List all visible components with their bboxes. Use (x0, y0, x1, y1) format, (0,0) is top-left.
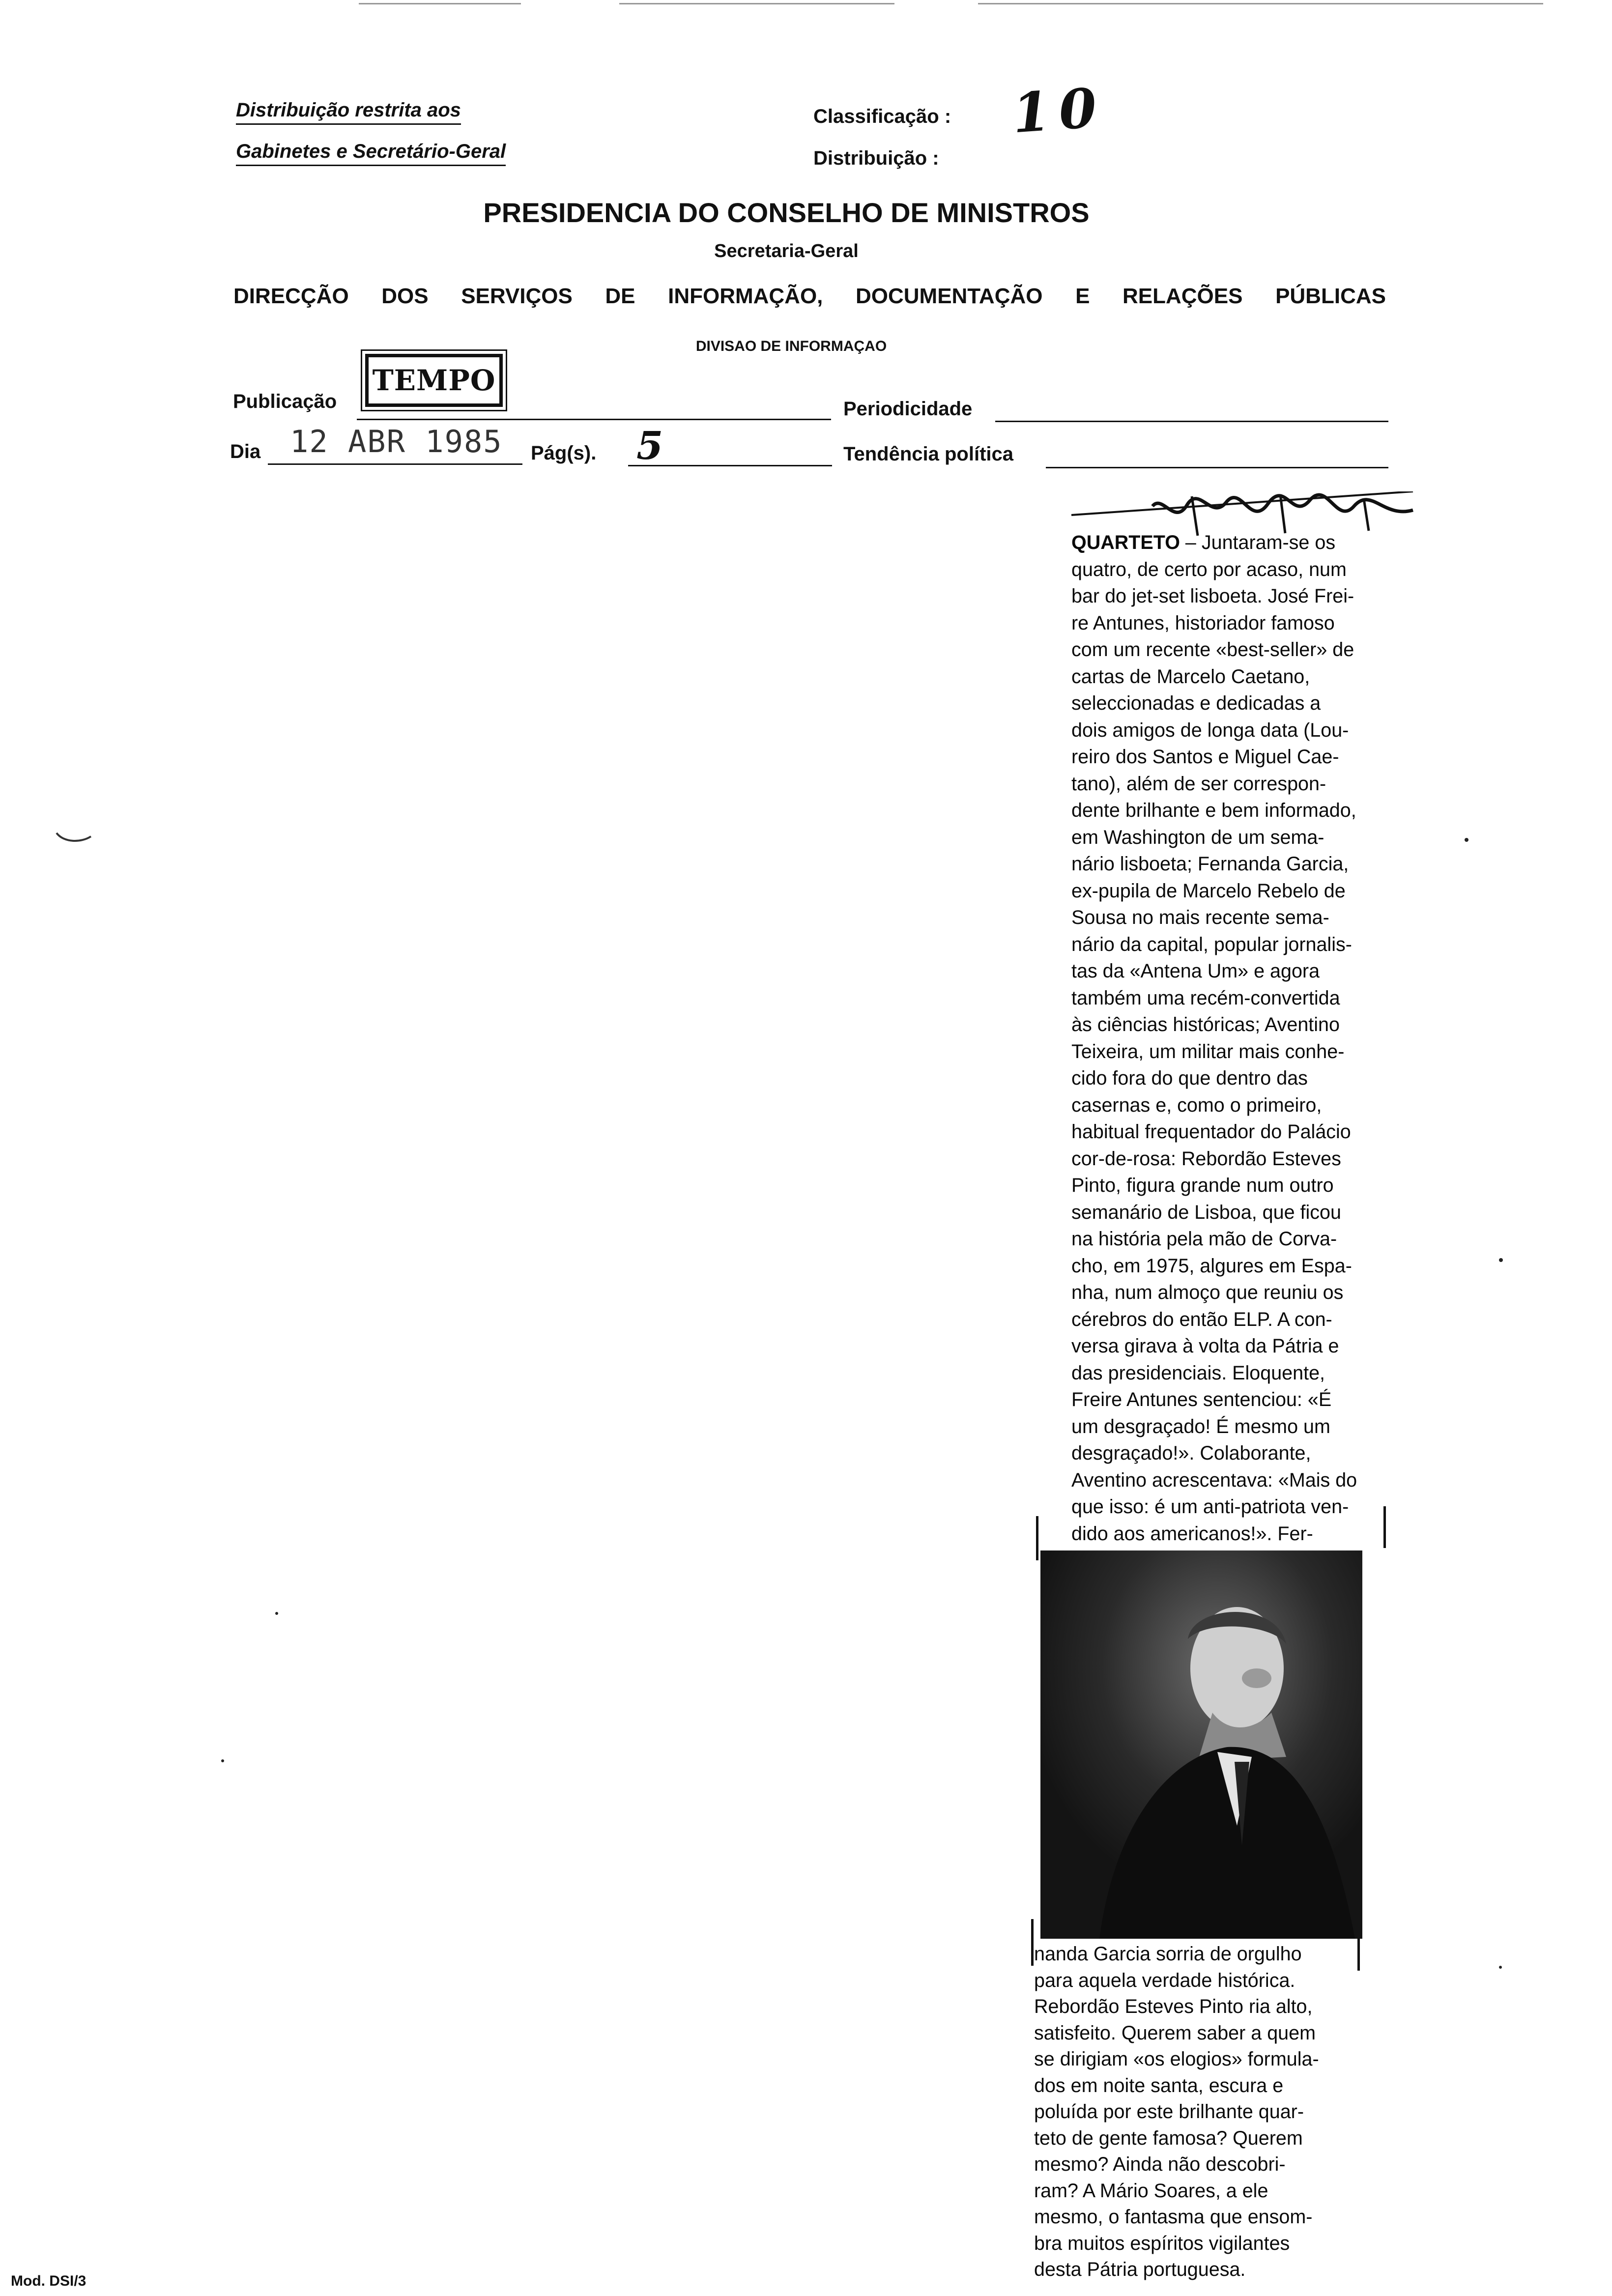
distribution-note-line1: Distribuição restrita aos (236, 99, 461, 125)
classification-label: Classificação : (813, 106, 951, 127)
scan-speck (1465, 838, 1468, 842)
clipping-line: nário lisboeta; Fernanda Garcia, (1071, 853, 1349, 875)
clipping-line: semanário de Lisboa, que ficou (1071, 1201, 1341, 1223)
clipping-line: Sousa no mais recente sema- (1071, 907, 1329, 928)
secretariat-subtitle: Secretaria-Geral (714, 241, 859, 261)
clipping-line: cartas de Marcelo Caetano, (1071, 665, 1310, 688)
clipping-line: bar do jet-set lisboeta. José Frei- (1071, 585, 1354, 607)
scan-speck (1499, 1966, 1502, 1969)
clipping-line: bra muitos espíritos vigilantes (1034, 2232, 1290, 2254)
clipping-line: desta Pátria portuguesa. (1034, 2259, 1246, 2280)
clipping-line: quatro, de certo por acaso, num (1071, 558, 1347, 580)
clipping-line: nário da capital, popular jornalis- (1071, 933, 1352, 955)
periodicity-line (995, 421, 1388, 422)
scan-speck (221, 1759, 224, 1762)
scan-speck (1499, 1258, 1503, 1262)
clipping-line: na história pela mão de Corva- (1071, 1228, 1337, 1250)
clipping-line: poluída por este brilhante quar- (1034, 2101, 1304, 2123)
pages-value: 5 (636, 424, 663, 468)
clipping-line: cido fora do que dentro das (1071, 1067, 1308, 1089)
clipping-line: tano), além de ser correspon- (1071, 773, 1326, 795)
clipping-line: Pinto, figura grande num outro (1071, 1175, 1334, 1196)
clipping-line: também uma recém-convertida (1071, 987, 1340, 1009)
cut-mark (1031, 1919, 1034, 1966)
political-tendency-line (1046, 467, 1388, 468)
clipping-line: Teixeira, um militar mais conhe- (1071, 1040, 1345, 1062)
clipping-line: Rebordão Esteves Pinto ria alto, (1034, 1996, 1313, 2017)
clipping-line: Aventino acrescentava: «Mais do (1071, 1469, 1357, 1491)
clipping-line: cérebros do então ELP. A con- (1071, 1308, 1332, 1330)
clipping-line: casernas e, como o primeiro, (1071, 1094, 1322, 1116)
division-title: DIVISAO DE INFORMAÇAO (695, 338, 887, 354)
publication-label: Publicação (233, 391, 337, 412)
clipping-line: dos em noite santa, escura e (1034, 2074, 1284, 2096)
clipping-line: habitual frequentador do Palácio (1071, 1121, 1351, 1143)
distribution-label: Distribuição : (813, 147, 939, 169)
clipping-line: ram? A Mário Soares, a ele (1034, 2180, 1268, 2202)
scan-smudge-icon (54, 831, 93, 845)
portrait-photo (1040, 1550, 1362, 1939)
institution-title: PRESIDENCIA DO CONSELHO DE MINISTROS (483, 197, 1090, 228)
department-word: DOS (381, 284, 429, 308)
department-word: SERVIÇOS (461, 284, 573, 308)
clipping-line: para aquela verdade histórica. (1034, 1969, 1295, 1991)
publication-line (357, 419, 831, 420)
clipping-line: seleccionadas e dedicadas a (1071, 692, 1321, 714)
clipping-line: tas da «Antena Um» e agora (1071, 960, 1320, 982)
clipping-line: às ciências históricas; Aventino (1071, 1014, 1340, 1035)
clipping-line: reiro dos Santos e Miguel Cae- (1071, 746, 1339, 768)
clipping-line: versa girava à volta da Pátria e (1071, 1335, 1339, 1357)
department-word: DIRECÇÃO (233, 284, 349, 308)
form-code: Mod. DSI/3 (11, 2273, 86, 2289)
periodicity-label: Periodicidade (843, 398, 973, 420)
clipping-line: – Juntaram-se os (1185, 532, 1336, 553)
cut-mark (1383, 1506, 1386, 1548)
cut-mark (1036, 1516, 1038, 1560)
clipping-line: em Washington de um sema- (1071, 826, 1324, 848)
clipping-line: teto de gente famosa? Querem (1034, 2127, 1303, 2149)
clipping-line: que isso: é um anti-patriota ven- (1071, 1496, 1349, 1518)
clipping-line: nha, num almoço que reuniu os (1071, 1282, 1344, 1303)
publication-stamp: TEMPO (365, 354, 503, 407)
day-value: 12 ABR 1985 (290, 424, 503, 459)
clipping-line: dois amigos de longa data (Lou- (1071, 719, 1349, 741)
clipping-line: cho, em 1975, algures em Espa- (1071, 1255, 1352, 1277)
clipping-text-top (1071, 529, 1386, 1547)
clipping-text-bottom (1034, 1941, 1349, 2283)
classification-value: 10 (1010, 75, 1108, 145)
department-word: INFORMAÇÃO, (668, 284, 823, 308)
department-word: E (1075, 284, 1090, 308)
department-title (233, 284, 1386, 309)
clipping-line: dido aos americanos!». Fer- (1071, 1522, 1313, 1545)
day-line (268, 463, 522, 465)
department-word: RELAÇÕES (1123, 284, 1243, 308)
clipping-line: das presidenciais. Eloquente, (1071, 1362, 1325, 1384)
scan-speck (275, 1612, 278, 1615)
pages-label: Pág(s). (531, 442, 597, 464)
clipping-line: ex-pupila de Marcelo Rebelo de (1071, 880, 1346, 902)
day-label: Dia (230, 441, 261, 462)
department-word: DOCUMENTAÇÃO (855, 284, 1043, 308)
clipping-line: um desgraçado! É mesmo um (1071, 1415, 1330, 1437)
department-word: PÚBLICAS (1275, 284, 1386, 308)
clipping-line: com um recente «best-seller» de (1071, 639, 1354, 660)
clipping-line: cor-de-rosa: Rebordão Esteves (1071, 1148, 1341, 1170)
clipping-line: dente brilhante e bem informado, (1071, 800, 1356, 821)
clipping-line: nanda Garcia sorria de orgulho (1034, 1943, 1302, 1965)
clipping-line: satisfeito. Querem saber a quem (1034, 2022, 1316, 2044)
clipping-line: desgraçado!». Colaborante, (1071, 1442, 1311, 1464)
clipping-line: se dirigiam «os elogios» formula- (1034, 2048, 1319, 2070)
clipping-line: mesmo, o fantasma que ensom- (1034, 2206, 1313, 2228)
clipping-line: re Antunes, historiador famoso (1071, 612, 1335, 634)
clipping-lead-word: QUARTETO (1071, 532, 1180, 553)
distribution-note-line2: Gabinetes e Secretário-Geral (236, 141, 506, 166)
department-word: DE (605, 284, 635, 308)
clipping-line: mesmo? Ainda não descobri- (1034, 2153, 1286, 2175)
political-tendency-label: Tendência política (843, 443, 1013, 465)
clipping-line: Freire Antunes sentenciou: «É (1071, 1389, 1332, 1410)
